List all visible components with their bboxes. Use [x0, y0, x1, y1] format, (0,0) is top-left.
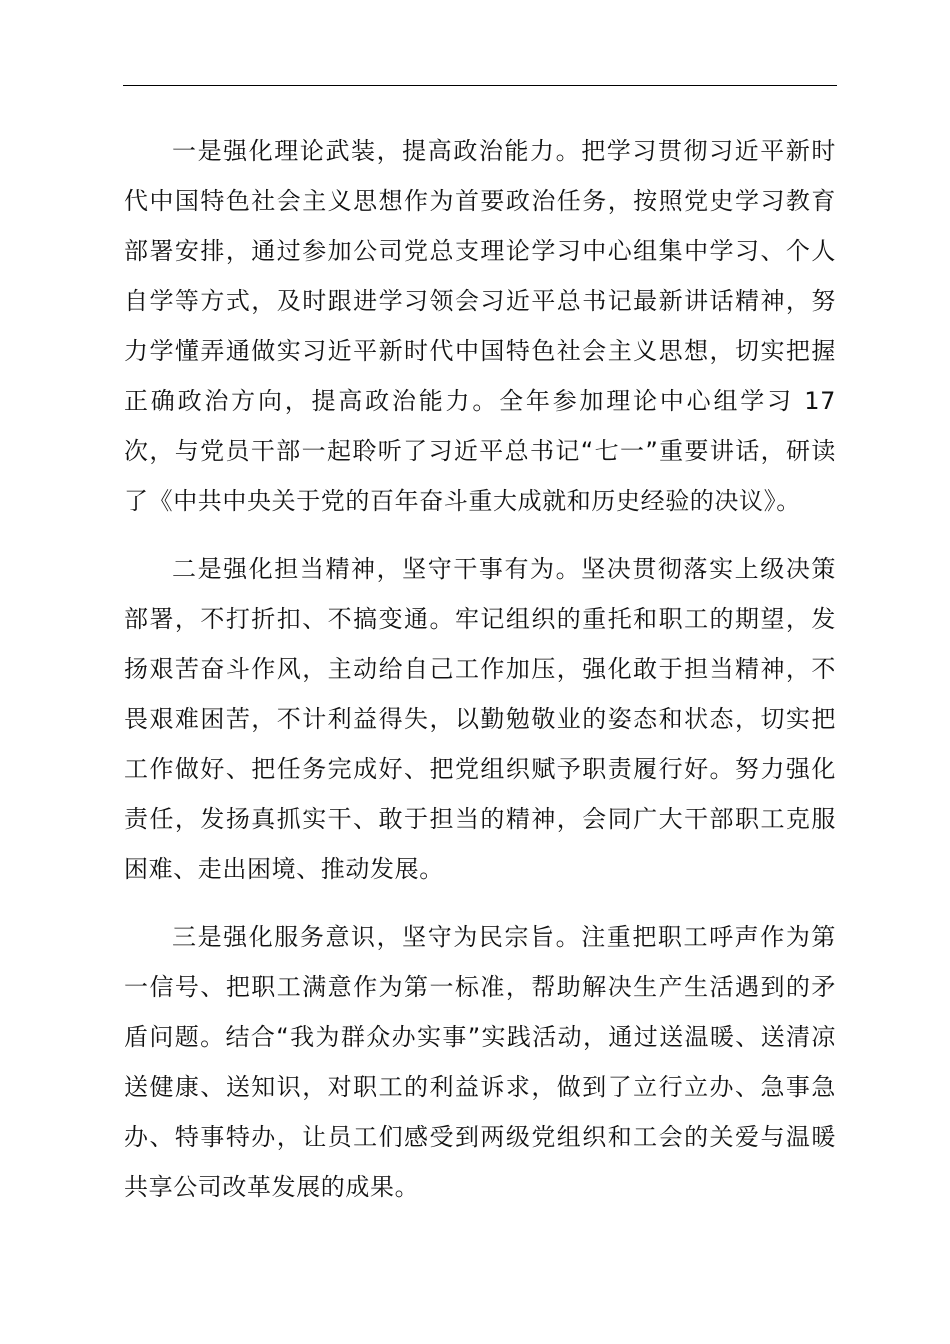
- paragraph-theory: 一是强化理论武装，提高政治能力。把学习贯彻习近平新时代中国特色社会主义思想作为首要政治任务，按照党史学习教育部署安排，通过参加公司党总支理论学习中心组集中学习、个人自学等方式，及时跟进学习领会习近平总书记最新讲话精神，努力学懂弄通做实习近平新时代中国特色社会主义思想，切实把握正确政治方向，提高政治能力。全年参加理论中心组学习 17 次，与党员干部一起聆听了习近平总书记“七一”重要讲话，研读了《中共中央关于党的百年奋斗重大成就和历史经验的决议》。: [124, 137, 836, 515]
- header-rule: [123, 85, 837, 86]
- document-body: [124, 126, 836, 1230]
- paragraph-service: 三是强化服务意识，坚守为民宗旨。注重把职工呼声作为第一信号、把职工满意作为第一标准，帮助解决生产生活遇到的矛盾问题。结合“我为群众办实事”实践活动，通过送温暖、送清凉送健康、送知识，对职工的利益诉求，做到了立行立办、急事急办、特事特办，让员工们感受到两级党组织和工会的关爱与温暖共享公司改革发展的成果。: [124, 923, 836, 1201]
- paragraph-responsibility: 二是强化担当精神，坚守干事有为。坚决贯彻落实上级决策部署，不打折扣、不搞变通。牢记组织的重托和职工的期望，发扬艰苦奋斗作风，主动给自己工作加压，强化敢于担当精神，不畏艰难困苦，不计利益得失，以勤勉敬业的姿态和状态，切实把工作做好、把任务完成好、把党组织赋予职责履行好。努力强化责任，发扬真抓实干、敢于担当的精神，会同广大干部职工克服困难、走出困境、推动发展。: [124, 555, 836, 883]
